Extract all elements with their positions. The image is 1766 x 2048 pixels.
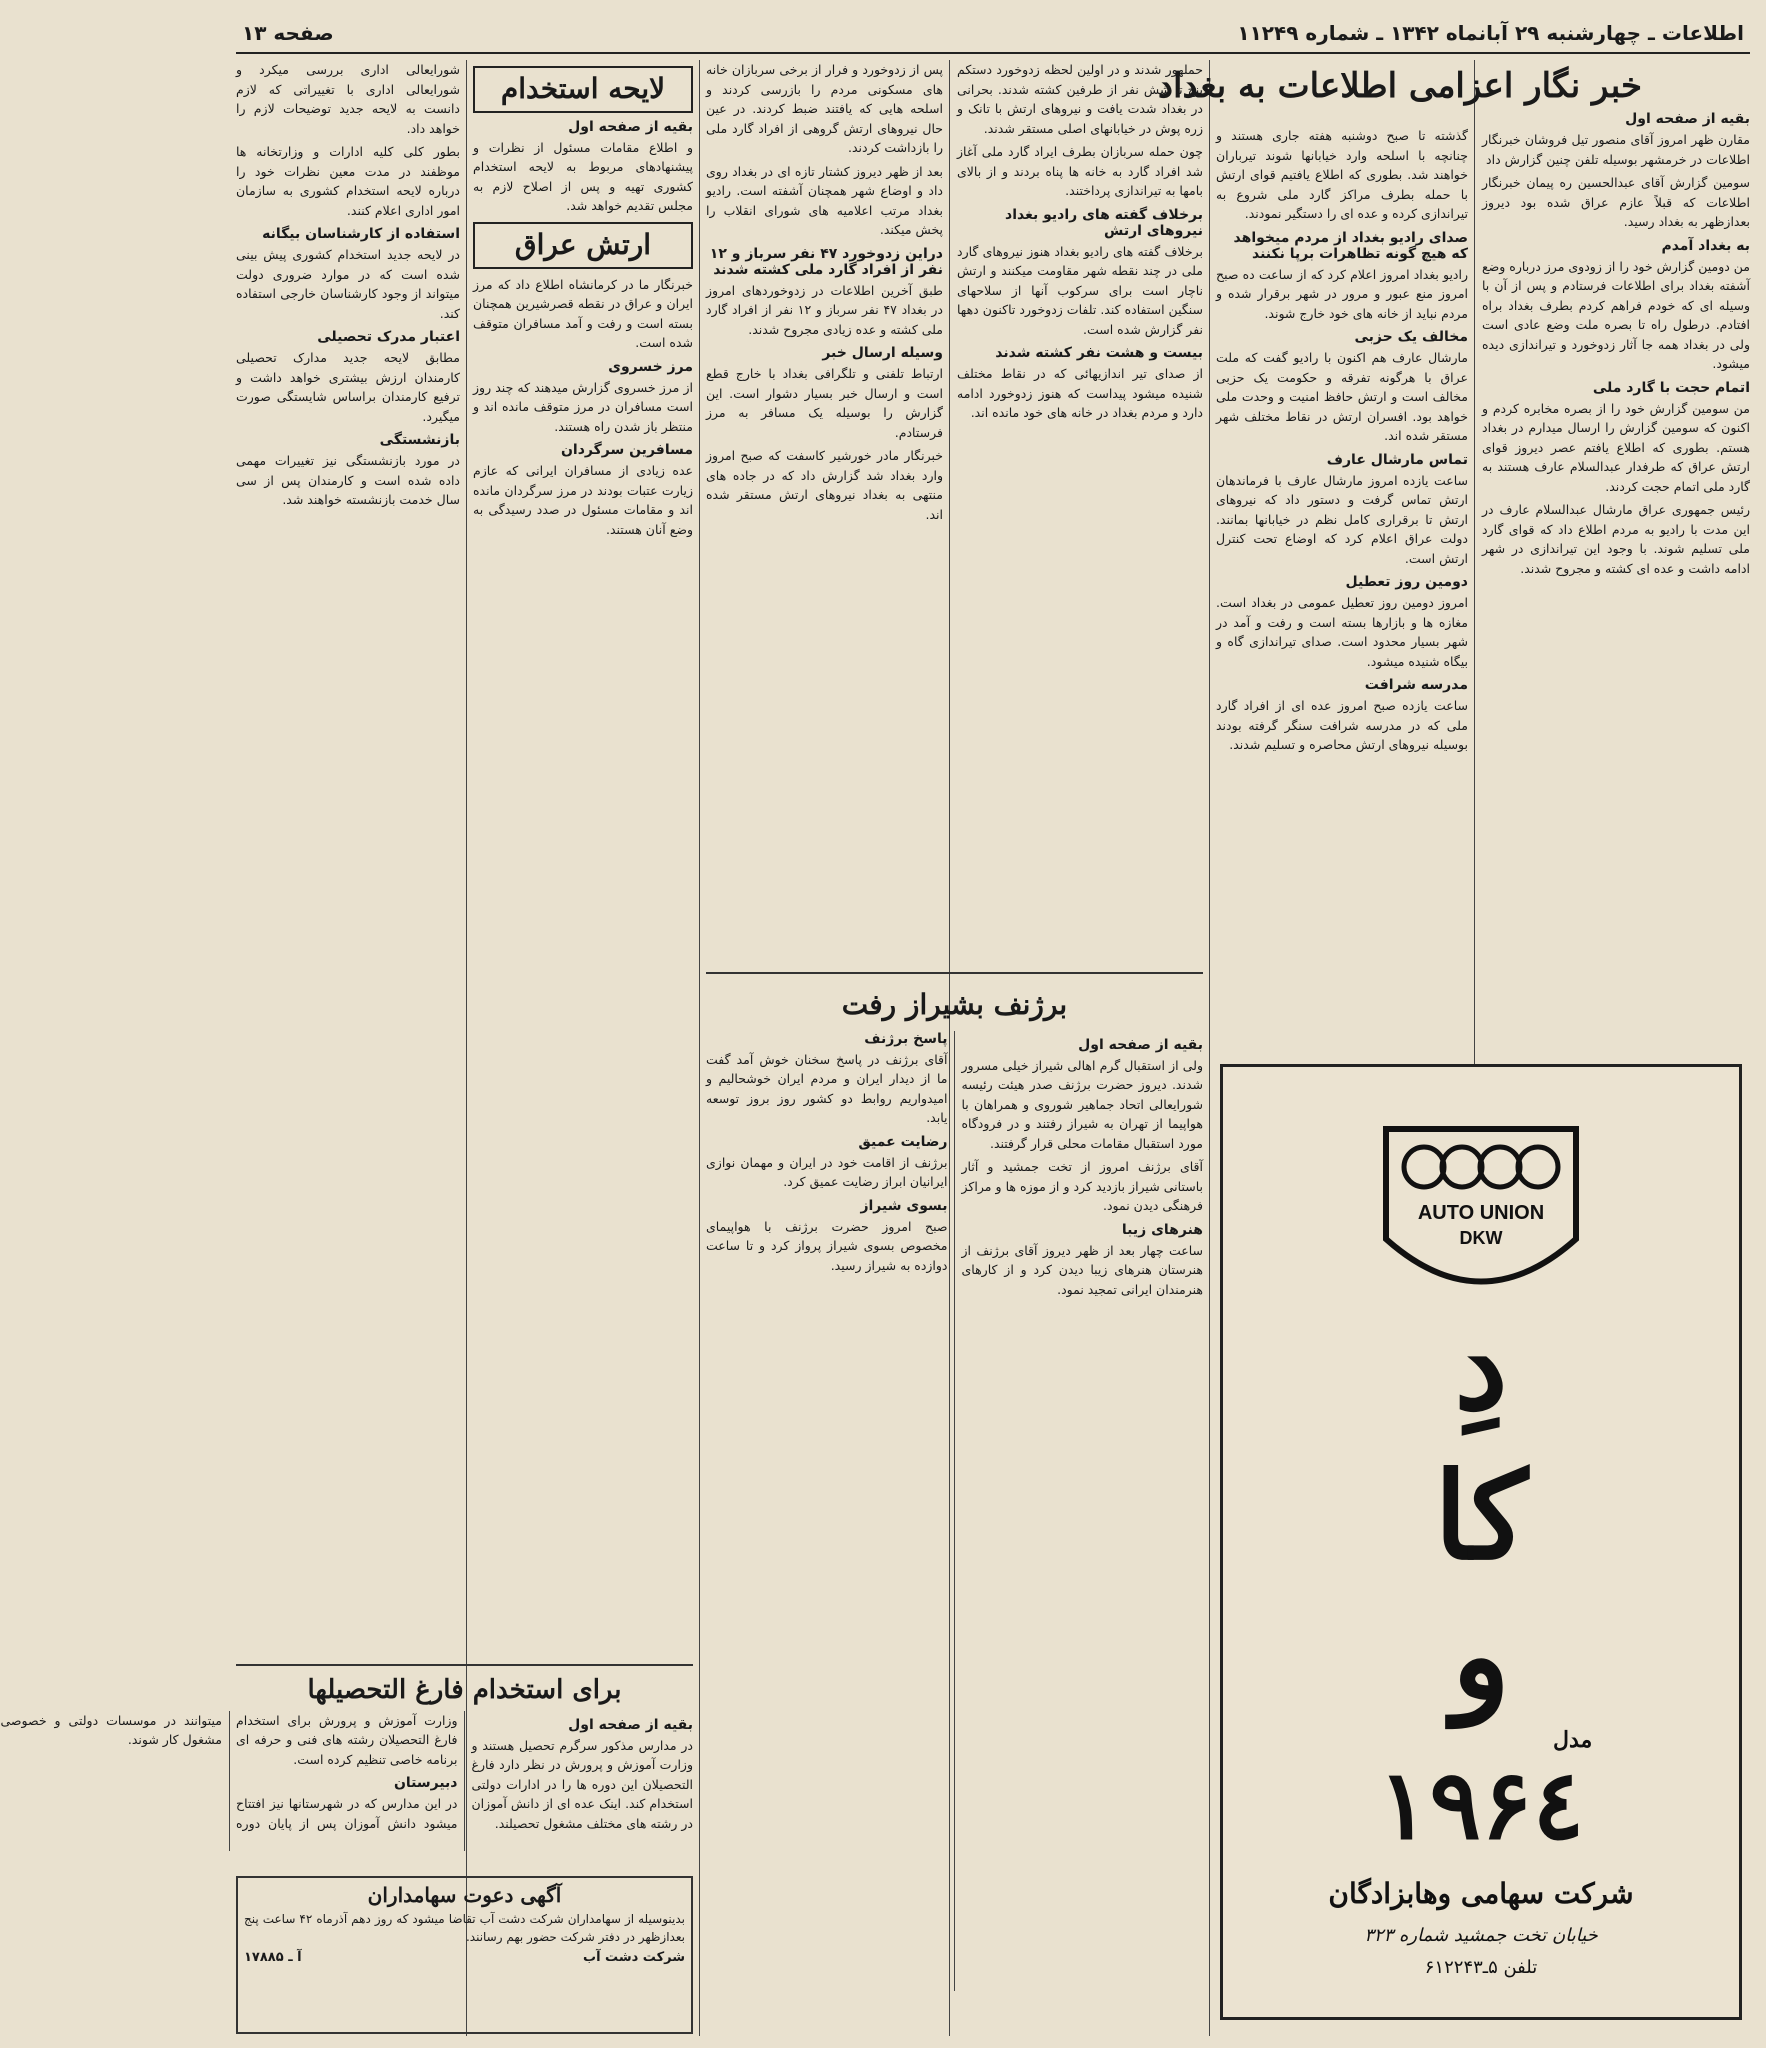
ad-company-name: شرکت سهامی وهابزادگان (1328, 1877, 1634, 1910)
paragraph: من دومین گزارش خود را از زودوی مرز درباره وضع آشفته بغداد برای اطلاعات فرستادم و پس از آن با وسیله ای که خودم فراهم کردم بطرف بغداد براه افتادم. درطول راه تا بصره ملت وضع عادی است ولی در بغداد همه جا آثار زدوخورد و تیراندازی دیده میشود. (1482, 258, 1750, 372)
subheading: پاسخ برژنف (864, 1030, 948, 1047)
graduates-article (0, 1674, 693, 1864)
column-4 (706, 60, 943, 960)
paragraph: ساعت چهار بعد از ظهر دیروز آقای برژنف از هنرستان هنرهای زیبا دیدن کرد و از کارهای هنرمندان ایرانی تمجید نمود. (961, 1242, 1203, 1297)
subheading: بسوی شیراز (860, 1197, 948, 1214)
paragraph: شورایعالی اداری بررسی میکرد و شورایعالی اداری با تغییراتی که لازم دانست به لایحه جدید توضیحات لازم را خواهد داد. (236, 62, 460, 136)
notice-text: بدینوسیله از سهامداران شرکت دشت آب تقاضا میشود که روز دهم آذرماه ۴۲ ساعت پنج بعدازظهر در دفتر شرکت حضور بهم رسانند. (244, 1912, 685, 1944)
subheading: اعتبار مدرک تحصیلی (317, 329, 460, 345)
paragraph: مقارن ظهر امروز آقای منصور تیل فروشان خبرنگار اطلاعات در خرمشهر بوسیله تلفن چنین گزارش داد (1482, 132, 1750, 167)
headline-iraq-army: ارتش عراق (473, 222, 693, 269)
subheading: دبیرستان (393, 1775, 458, 1792)
notice-footer (244, 1950, 685, 1965)
paragraph: خبرنگار ما در کرمانشاه اطلاع داد که مرز ایران و عراق در نقطه قصرشیرین همچنان بسته است و رفت و آمد مسافران متوقف شده است. (473, 276, 693, 351)
column-rule (1209, 60, 1210, 2036)
from-front-label: بقیه از صفحه اول (568, 118, 693, 135)
subheading: اتمام حجت با گارد ملی (1592, 379, 1750, 396)
paragraph: عده زیادی از مسافران ایرانی که عازم زیارت عتبات بودند در مرز سرگردان مانده اند و مقامات مسئول در صدد رسیدگی به وضع آنان هستند. (473, 463, 693, 537)
from-front-label: بقیه از صفحه اول (568, 1716, 693, 1733)
paragraph: حملهور شدند و در اولین لحظه زدوخورد دستکم پنج تا شش نفر از طرفین کشته شدند. بحرانی در بغداد شدت یافت و نیروهای ارتش با تانک و زره پوش در خیابانهای اصلی مستقر شدند. (957, 62, 1203, 136)
masthead (236, 14, 1750, 54)
paragraph: ساعت یازده صبح امروز عده ای از افراد گارد ملی که در مدرسه شرافت سنگر گرفته بودند بوسیله نیروهای ارتش محاصره و تسلیم شدند. (1216, 698, 1468, 752)
ad-letter-ve: و (1452, 1586, 1510, 1727)
auto-union-logo-icon (1376, 1119, 1586, 1309)
paragraph: و اطلاع مقامات مسئول از نظرات و پیشنهادهای مربوط به لایحه استخدام کشوری تهیه و پس از اصلاح لازم به مجلس تقدیم خواهد شد. (473, 139, 693, 214)
subheading: تماس مارشال عارف (1326, 451, 1468, 468)
paragraph: وزارت آموزش و پرورش برای استخدام فارغ التحصیلان رشته های فنی و حرفه ای برنامه خاصی تنظیم کرده است. (236, 1712, 458, 1767)
column-rule (1474, 60, 1475, 1070)
notice-title: آگهی دعوت سهامداران (367, 1883, 562, 1907)
paragraph: در مدارس مذکور سرگرم تحصیل هستند و وزارت آموزش و پرورش در نظر دارد فارغ التحصیلان این دوره ها را در ادارات دولتی استخدام کند. اینک عده ای از دانش آموزان در رشته های مختلف مشغول تحصیلند. (471, 1737, 693, 1831)
ad-model-label: مدل (1553, 1727, 1593, 1753)
column-3 (957, 60, 1203, 980)
paragraph: چون حمله سربازان بطرف ایراد گارد ملی آغاز شد افراد گارد به خانه ها پناه بردند و از بالای بامها به تیراندازی پرداختند. (957, 144, 1203, 198)
subheading: برخلاف گفته های رادیو بغداد نیروهای ارتش (1005, 206, 1203, 239)
paragraph: گذشته تا صبح دوشنبه هفته جاری هستند و چنانچه با اسلحه وارد خیابانها شوند تیرباران خواهند شد. بطوری که اطلاع یافتیم قوای ارتش با حمله بطرف مراکز گارد ملی شروع به تیراندازی کرده و عده ای را دستگیر نمودند. (1216, 128, 1468, 221)
paragraph: در این مدارس که در شهرستانها نیز افتتاح میشود دانش آموزان پس از پایان دوره میتوانند در موسسات دولتی و خصوصی مشغول کار شوند. (0, 1712, 458, 1831)
ad-address: خیابان تخت جمشید شماره ۳۲۳ (1364, 1925, 1598, 1946)
subheading: رضایت عمیق (858, 1133, 948, 1150)
paragraph: ارتباط تلفنی و تلگرافی بغداد با خارج قطع است و ارسال خبر بسیار دشوار است. این گزارش را بوسیله یک مسافر به مرز فرستادم. (706, 366, 943, 440)
subheading: مخالف یک حزبی (1354, 329, 1468, 345)
page-number: صفحه ۱۳ (242, 21, 334, 45)
paragraph: آقای برژنف امروز از تخت جمشید و آثار باستانی شیراز بازدید کرد و از موزه ها و مراکز فرهنگی دیدن نمود. (961, 1159, 1203, 1214)
paragraph: سومین گزارش آقای عبدالحسین ره پیمان خبرنگار اطلاعات که قبلاً عازم عراق شده بود دیروز بعدازظهر به بغداد رسید. (1482, 175, 1750, 230)
logo-dkw-text: DKW (1459, 1228, 1503, 1248)
headline-employment-bill: لایحه استخدام (473, 66, 693, 113)
paragraph: ولی از استقبال گرم اهالی شیراز خیلی مسرور شدند. دیروز حضرت برژنف صدر هیئت رئیسه شورایعالی اتحاد جماهیر شوروی و همراهان با هواپیما از تهران به شیراز رفتند و در فرودگاه مورد استقبال مقامات محلی قرار گرفتند. (961, 1057, 1203, 1151)
paragraph: ساعت یازده امروز مارشال عارف با فرماندهان ارتش تماس گرفت و دستور داد که نیروهای ارتش تا برقراری کامل نظم در خیابانها بمانند. دولت عراق اعلام کرد که اوضاع تحت کنترل ارتش است. (1216, 472, 1468, 566)
subheading: مسافرین سرگردان (560, 442, 693, 459)
brezhnev-columns (706, 1031, 1203, 1991)
section-divider (706, 972, 1203, 974)
ad-model-year: ۱۹۶٤ (1377, 1748, 1585, 1861)
paragraph: از صدای تیر اندازیهائی که در نقاط مختلف شنیده میشود پیداست که هنوز زدوخورد ادامه دارد و مردم بغداد در خانه های خود مانده اند. (957, 366, 1203, 420)
masthead-date-issue: اطلاعات ـ چهارشنبه ۲۹ آبانماه ۱۳۴۲ ـ شماره ۱۱۲۴۹ (1237, 21, 1744, 45)
headline-brezhnev-shiraz: برژنف بشیراز رفت (841, 988, 1068, 1021)
subheading: دومین روز تعطیل (1345, 574, 1468, 590)
notice-code: آ ـ ۱۷۸۸۵ (244, 1950, 302, 1965)
paragraph: طبق آخرین اطلاعات در زدوخوردهای امروز در بغداد ۴۷ نفر سرباز و ۱۲ نفر از افراد گارد ملی کشته و عده زیادی مجروح شدند. (706, 282, 943, 337)
paragraph: از مرز خسروی گزارش میدهند که چند روز است مسافران در مرز متوقف مانده اند و منتظر باز شدن راه هستند. (473, 379, 693, 434)
ad-letter-di: دِ (1454, 1296, 1508, 1437)
paragraph: خبرنگار مادر خورشیر کاسفت که صبح امروز وارد بغداد شد گزارش داد که در جاده های منتهی به بغداد نیروهای ارتش مستقر شده اند. (706, 448, 943, 522)
paragraph: مارشال عارف هم اکنون با رادیو گفت که ملت عراق با هرگونه تفرقه و حکومت یک حزبی مخالف است و ارتش حافظ امنیت و وحدت ملی خواهد بود. افسران ارتش در نقاط مختلف شهر مستقر شده اند. (1216, 350, 1468, 443)
headline-correspondent-baghdad: خبر نگار اعزامی اطلاعات به بغداد (1157, 66, 1643, 106)
paragraph: آقای برژنف در پاسخ سخنان خوش آمد گفت ما از دیدار ایران و مردم ایران خوشحالیم و امیدواریم روابط دو کشور روز بروز توسعه یابد. (706, 1051, 948, 1126)
column-rule (699, 60, 700, 2036)
brezhnev-article (706, 984, 1203, 2034)
column-5 (473, 60, 693, 1680)
newspaper-page (0, 14, 1750, 2036)
subheading: دراین زدوخورد ۴۷ نفر سرباز و ۱۲ نفر از افراد گارد ملی کشته شدند (709, 245, 943, 278)
ad-phone: تلفن ۵ـ۶۱۲۲۴۳ (1424, 1957, 1538, 1978)
paragraph: امروز دومین روز تعطیل عمومی در بغداد است. مغازه ها و بازارها بسته است و رفت و آمد در شهر بسیار محدود است. صدای تیراندازی گاه و بیگاه شنیده میشود. (1216, 595, 1468, 669)
paragraph: بطور کلی کلیه ادارات و وزارتخانه ها موظفند در مدت معین نظرات خود را درباره لایحه استخدام کشوری به سازمان امور اداری اعلام کنند. (236, 144, 460, 218)
from-front-label: بقیه از صفحه اول (1625, 111, 1750, 128)
shareholders-notice (236, 1876, 693, 2034)
subheading: هنرهای زیبا (1121, 1221, 1203, 1238)
paragraph: مطابق لایحه جدید مدارک تحصیلی کارمندان ارزش بیشتری خواهد داشت و ترفیع کارمندان براساس شایستگی صورت میگیرد. (236, 350, 460, 424)
paragraph: پس از زدوخورد و فرار از برخی سربازان خانه های مسکونی مردم را بازرسی کردند و اسلحه هایی که یافتند ضبط کردند. در عین حال نیروهای ارتش گروهی از افراد گارد ملی را بازداشت کردند. (706, 62, 943, 155)
section-divider (236, 1664, 693, 1666)
paragraph: بعد از ظهر دیروز کشتار تازه ای در بغداد روی داد و اوضاع شهر همچنان آشفته است. رادیو بغداد مرتب اعلامیه های شورای انقلاب را پخش میکند. (706, 163, 943, 237)
paragraph: در لایحه جدید استخدام کشوری پیش بینی شده است که در موارد ضروری دولت میتواند از وجود کارشناسان خارجی استفاده کند. (236, 247, 460, 321)
dkw-advertisement (1220, 1064, 1742, 2020)
headline-graduates-employment: برای استخدام فارغ التحصیلها (307, 1675, 622, 1705)
column-2 (1216, 126, 1468, 1026)
subheading: مدرسه شرافت (1364, 677, 1468, 693)
paragraph: رادیو بغداد امروز اعلام کرد که از ساعت ده صبح امروز منع عبور و مرور در شهر برقرار شده و مردم نباید از خانه های خود خارج شوند. (1216, 266, 1468, 321)
from-front-label: بقیه از صفحه اول (1078, 1036, 1203, 1053)
column-6 (236, 60, 460, 1680)
paragraph: برخلاف گفته های رادیو بغداد هنوز نیروهای گارد ملی در چند نقطه شهر مقاومت میکنند و ارتش ناچار است برای سرکوب آنها از سلاحهای سنگین استفاده کند. تلفات زدوخورد تاکنون دهها نفر گزارش شده است. (957, 243, 1203, 337)
paragraph: من سومین گزارش خود را از بصره مخابره کردم و اکنون که سومین گزارش را ارسال میدارم در بغداد هستم. بطوری که اطلاع یافتم عصر دیروز قوای ارتش عراق که طرفدار عبدالسلام عارف هستند به گارد ملی اتمام حجت کردند. (1482, 400, 1750, 494)
graduates-columns (0, 1711, 693, 1851)
subheading: به بغداد آمدم (1661, 237, 1750, 254)
ad-letter-ka: کا (1434, 1446, 1528, 1587)
subheading: بیست و هشت نفر کشته شدند (995, 345, 1203, 361)
paragraph: برژنف از اقامت خود در ایران و مهمان نوازی ایرانیان ابراز رضایت عمیق کرد. (706, 1154, 948, 1190)
subheading: وسیله ارسال خبر (822, 345, 943, 361)
subheading: مرز خسروی (608, 358, 693, 375)
subheading: صدای رادیو بغداد از مردم میخواهد که هیچ گونه تظاهرات برپا نکنند (1233, 229, 1468, 262)
paragraph: رئیس جمهوری عراق مارشال عبدالسلام عارف در این مدت با رادیو به مردم اطلاع داد که قوای گارد ملی تسلیم شوند. با وجود این تیراندازی در شهر ادامه داشت و عده ای کشته و مجروح شدند. (1482, 502, 1750, 576)
notice-signature: شرکت دشت آب (583, 1950, 685, 1965)
paragraph: در مورد بازنشستگی نیز تغییرات مهمی داده شده است و کارمندان پس از سی سال خدمت بازنشسته خواهند شد. (236, 453, 460, 507)
paragraph: صبح امروز حضرت برژنف با هواپیمای مخصوص بسوی شیراز پرواز کرد و تا ساعت دوازده به شیراز رسید. (706, 1218, 948, 1273)
subheading: استفاده از کارشناسان بیگانه (262, 226, 460, 242)
logo-auto-union-text: AUTO UNION (1417, 1202, 1545, 1224)
subheading: بازنشستگی (379, 432, 460, 448)
